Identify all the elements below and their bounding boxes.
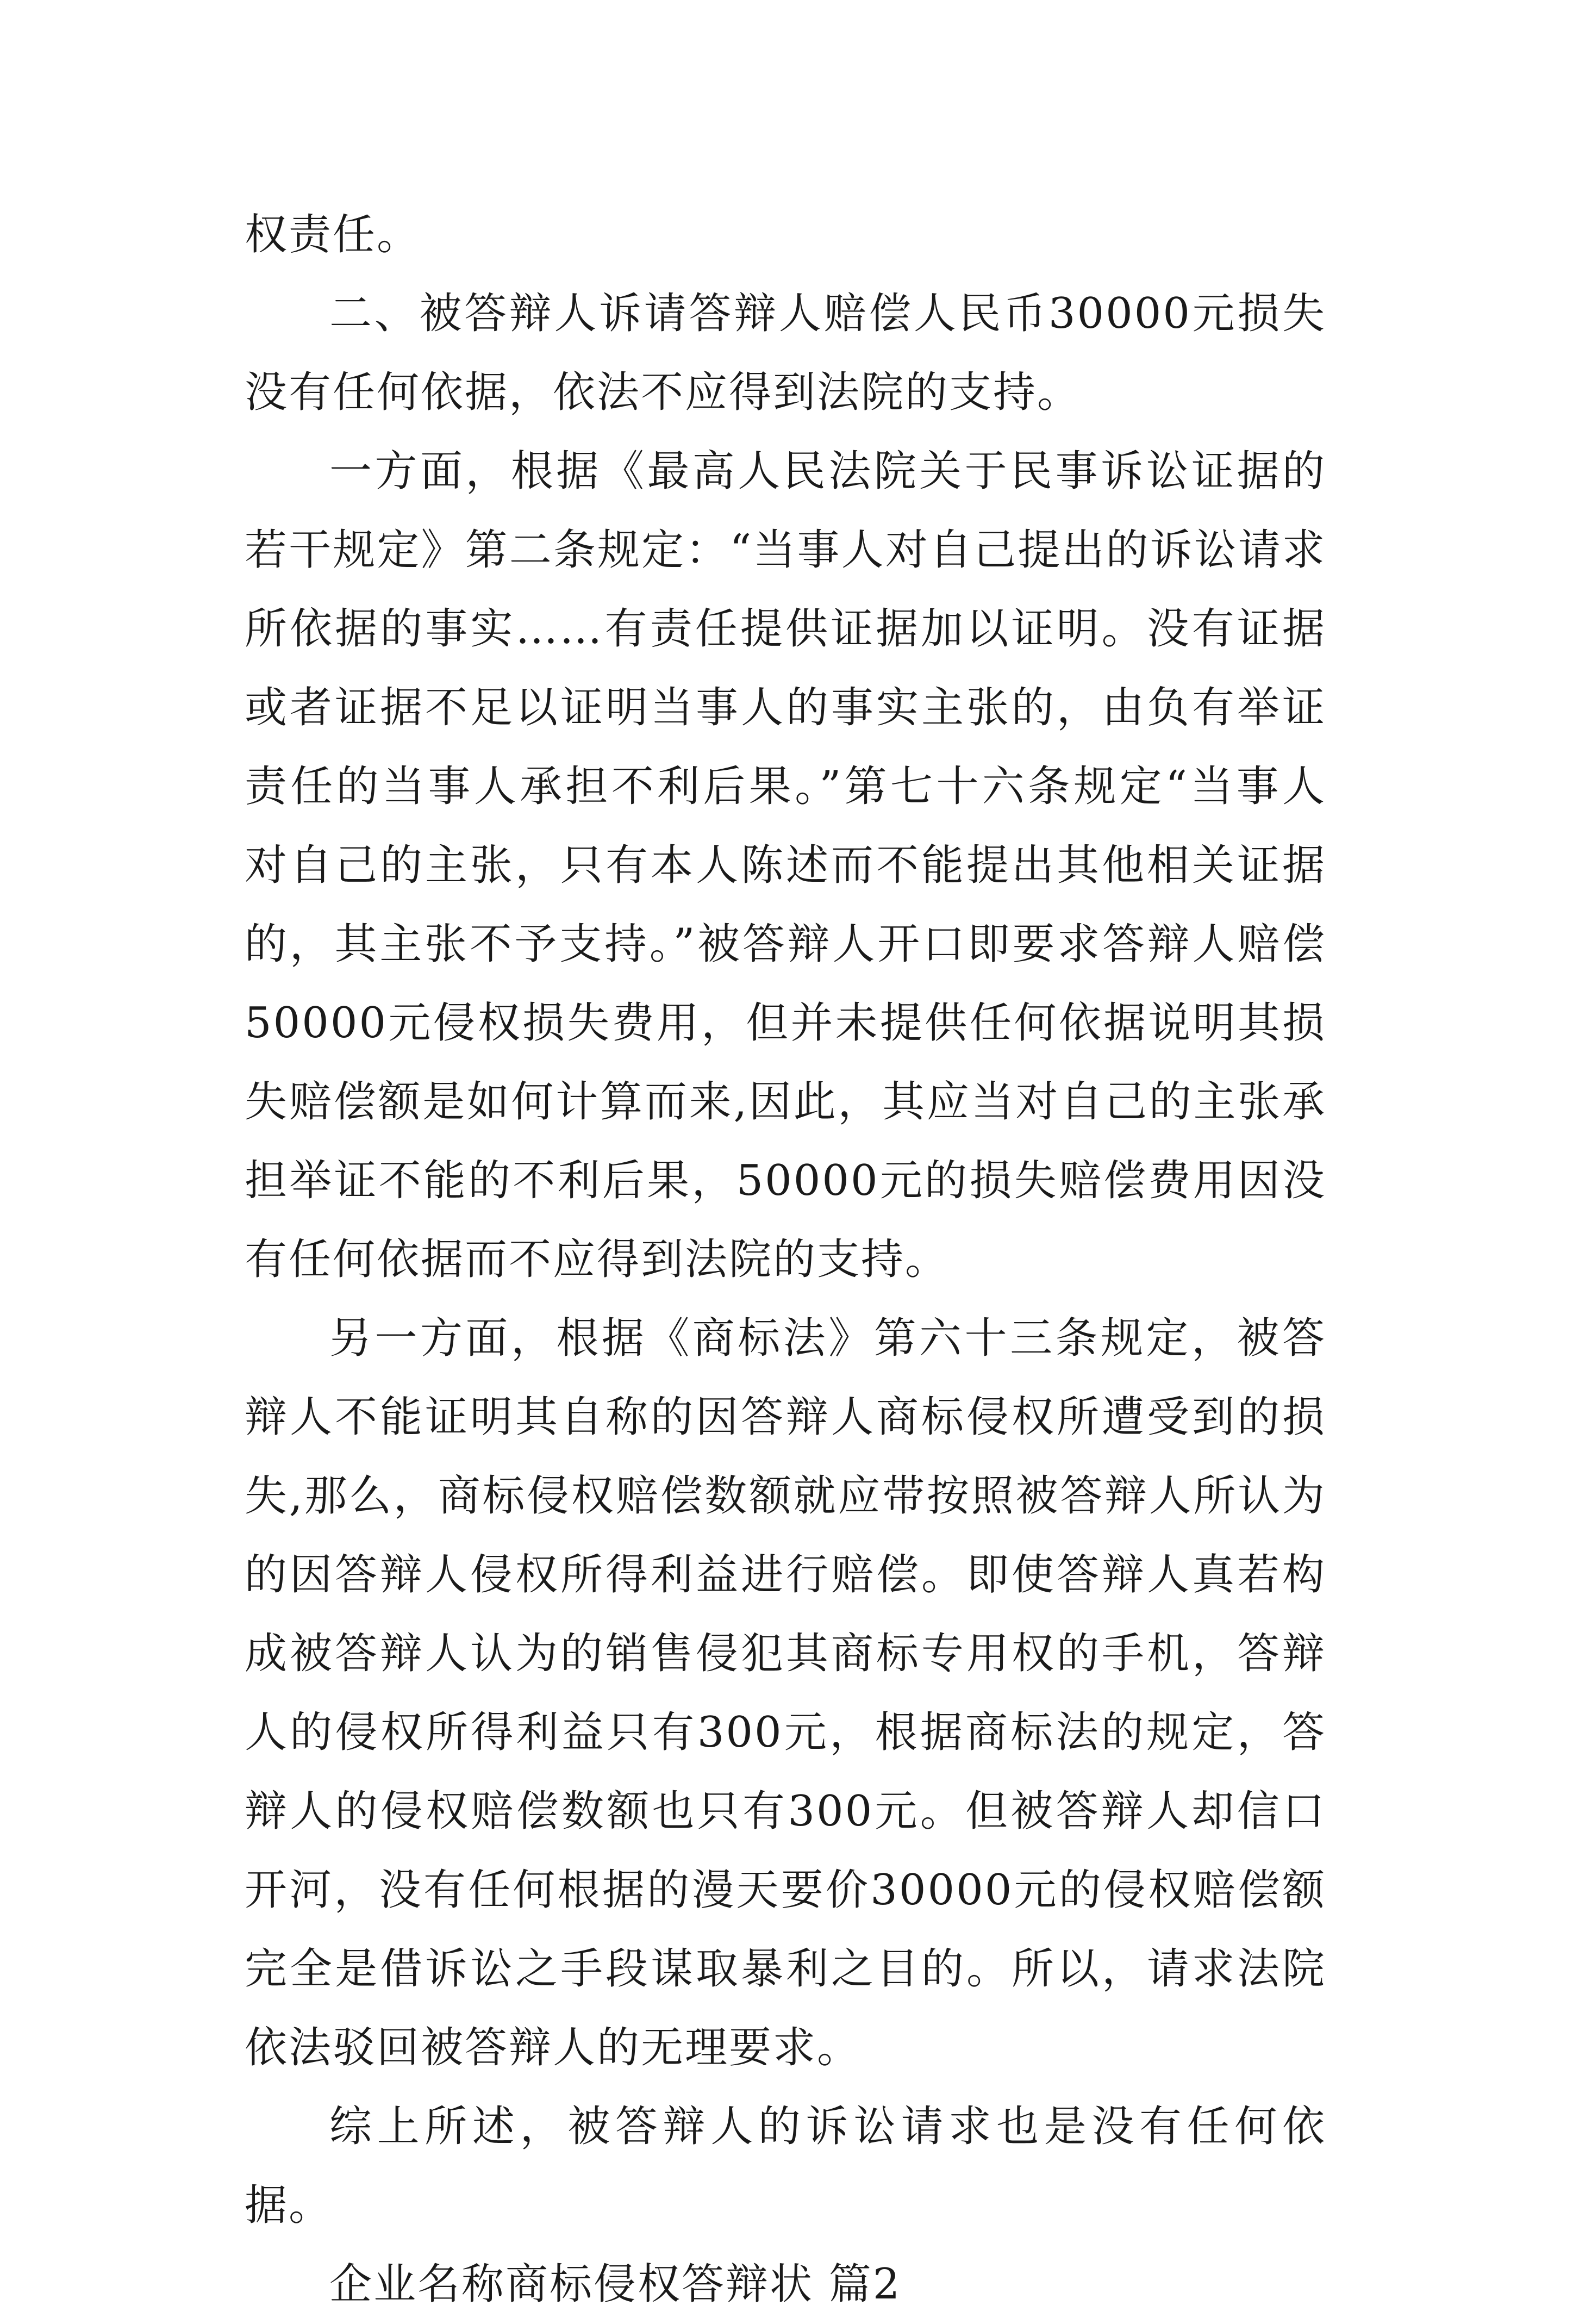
section-heading-part-2: 企业名称商标侵权答辩状 篇2 [329,2260,902,2309]
paragraph-second-aspect: 另一方面，根据《商标法》第六十三条规定，被答辩人不能证明其自称的因答辩人商标侵权所遭受到的损失,那么，商标侵权赔偿数额就应带按照被答辩人所认为的因答辩人侵权所得利益进行赔偿。即使答辩人真若构成被答辩人认为的销售侵犯其商标专用权的手机，答辩人的侵权所得利益只有300元，根据商标法的规定，答辩人的侵权赔偿数额也只有300元。但被答辩人却信口开河，没有任何根据的漫天要价30000元的侵权赔偿额完全是借诉讼之手段谋取暴利之目的。所以，请求法院依法驳回被答辩人的无理要求。 [245,1314,1326,2072]
paragraph-summary: 综上所述，被答辩人的诉讼请求也是没有任何依据。 [245,2102,1326,2230]
paragraph-point-two: 二、被答辩人诉请答辩人赔偿人民币30000元损失没有任何依据，依法不应得到法院的支持。 [245,289,1326,417]
document-body [245,196,1326,2324]
paragraph-first-aspect: 一方面，根据《最高人民法院关于民事诉讼证据的若干规定》第二条规定：“当事人对自己提出的诉讼请求所依据的事实……有责任提供证据加以证明。没有证据或者证据不足以证明当事人的事实主张的，由负有举证责任的当事人承担不利后果。”第七十六条规定“当事人对自己的主张，只有本人陈述而不能提出其他相关证据的，其主张不予支持。”被答辩人开口即要求答辩人赔偿50000元侵权损失费用，但并未提供任何依据说明其损失赔偿额是如何计算而来,因此，其应当对自己的主张承担举证不能的不利后果，50000元的损失赔偿费用因没有任何依据而不应得到法院的支持。 [245,447,1326,1284]
paragraph-continuation: 权责任。 [245,210,421,259]
